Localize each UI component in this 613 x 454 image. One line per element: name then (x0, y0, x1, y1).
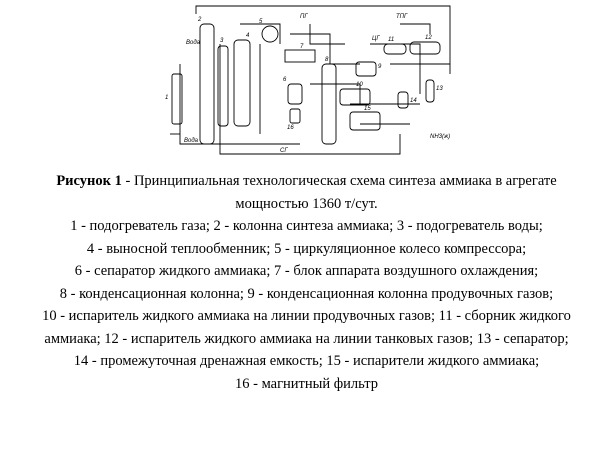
figure-caption (0, 170, 613, 395)
stream-label: СГ (280, 148, 288, 154)
compressor-wheel-5 (262, 26, 278, 42)
stream-label: ПГ (300, 14, 308, 20)
diagram-number: 14 (410, 98, 417, 104)
caption-line: 8 - конденсационная колонна; 9 - конденсационная колонна продувочных газов; (59, 285, 554, 302)
caption-line: аммиака; 12 - испаритель жидкого аммиака на линии танковых газов; 13 - сепаратор; (44, 330, 569, 347)
diagram-number: 15 (364, 106, 371, 112)
caption-line: 16 - магнитный фильтр (235, 375, 378, 392)
drain-vessel-14 (398, 92, 408, 108)
pipe-lines (170, 6, 450, 154)
diagram-number: 3 (220, 38, 224, 44)
diagram-number: 5 (259, 19, 263, 25)
separator-13 (426, 80, 434, 102)
caption-line: 1 - подогреватель газа; 2 - колонна синтеза аммиака; 3 - подогреватель воды; (70, 218, 543, 234)
gas-heater-1 (172, 74, 182, 124)
condensation-column-8 (322, 64, 336, 144)
air-cooler-block-7 (285, 50, 315, 62)
process-flow-diagram (160, 4, 460, 160)
diagram-number: 10 (356, 82, 363, 88)
stream-label: ЦГ (372, 36, 380, 42)
diagram-number: 13 (436, 86, 443, 92)
caption-line: 4 - выносной теплообменник; 5 - циркуляционное колесо компрессора; (86, 240, 527, 257)
heat-exchanger-4 (234, 40, 250, 126)
caption-line: 6 - сепаратор жидкого аммиака; 7 - блок аппарата воздушного охлаждения; (74, 263, 539, 279)
caption-line: мощностью 1360 т/сут. (235, 195, 378, 212)
water-heater-3 (218, 46, 228, 126)
diagram-number: 2 (198, 17, 202, 23)
diagram-number: 7 (300, 44, 304, 50)
diagram-number: 16 (287, 125, 294, 131)
caption-line: 14 - промежуточная дренажная емкость; 15 - испарители жидкого аммиака; (73, 353, 540, 369)
synthesis-column-2 (200, 24, 214, 144)
magnetic-filter-16 (290, 109, 300, 123)
caption-line: 10 - испаритель жидкого аммиака на линии продувочных газов; 11 - сборник жидкого (42, 308, 571, 324)
diagram-number: 1 (165, 95, 169, 101)
diagram-number: 12 (425, 35, 432, 41)
stream-label: NH3(ж) (430, 134, 451, 140)
diagram-number: 8 (325, 57, 329, 63)
ammonia-collector-11 (384, 44, 406, 54)
ammonia-separator-6 (288, 84, 302, 104)
diagram-number: 11 (388, 37, 395, 43)
equipment (172, 24, 440, 144)
stream-label: Вода (184, 138, 198, 144)
stream-label: ТПГ (396, 14, 408, 20)
figure-title: Рисунок 1 (56, 173, 122, 189)
ammonia-evaporators-15 (350, 112, 380, 130)
diagram-number: 4 (246, 33, 250, 39)
figure-title-rest: - Принципиальная технологическая схема синтеза аммиака в агрегате (121, 173, 557, 189)
diagram-number: 9 (378, 64, 382, 70)
diagram-number: 6 (283, 77, 287, 83)
stream-label: Вода (186, 40, 200, 46)
purge-evaporator-10 (340, 89, 370, 105)
caption-first-line (0, 170, 613, 193)
